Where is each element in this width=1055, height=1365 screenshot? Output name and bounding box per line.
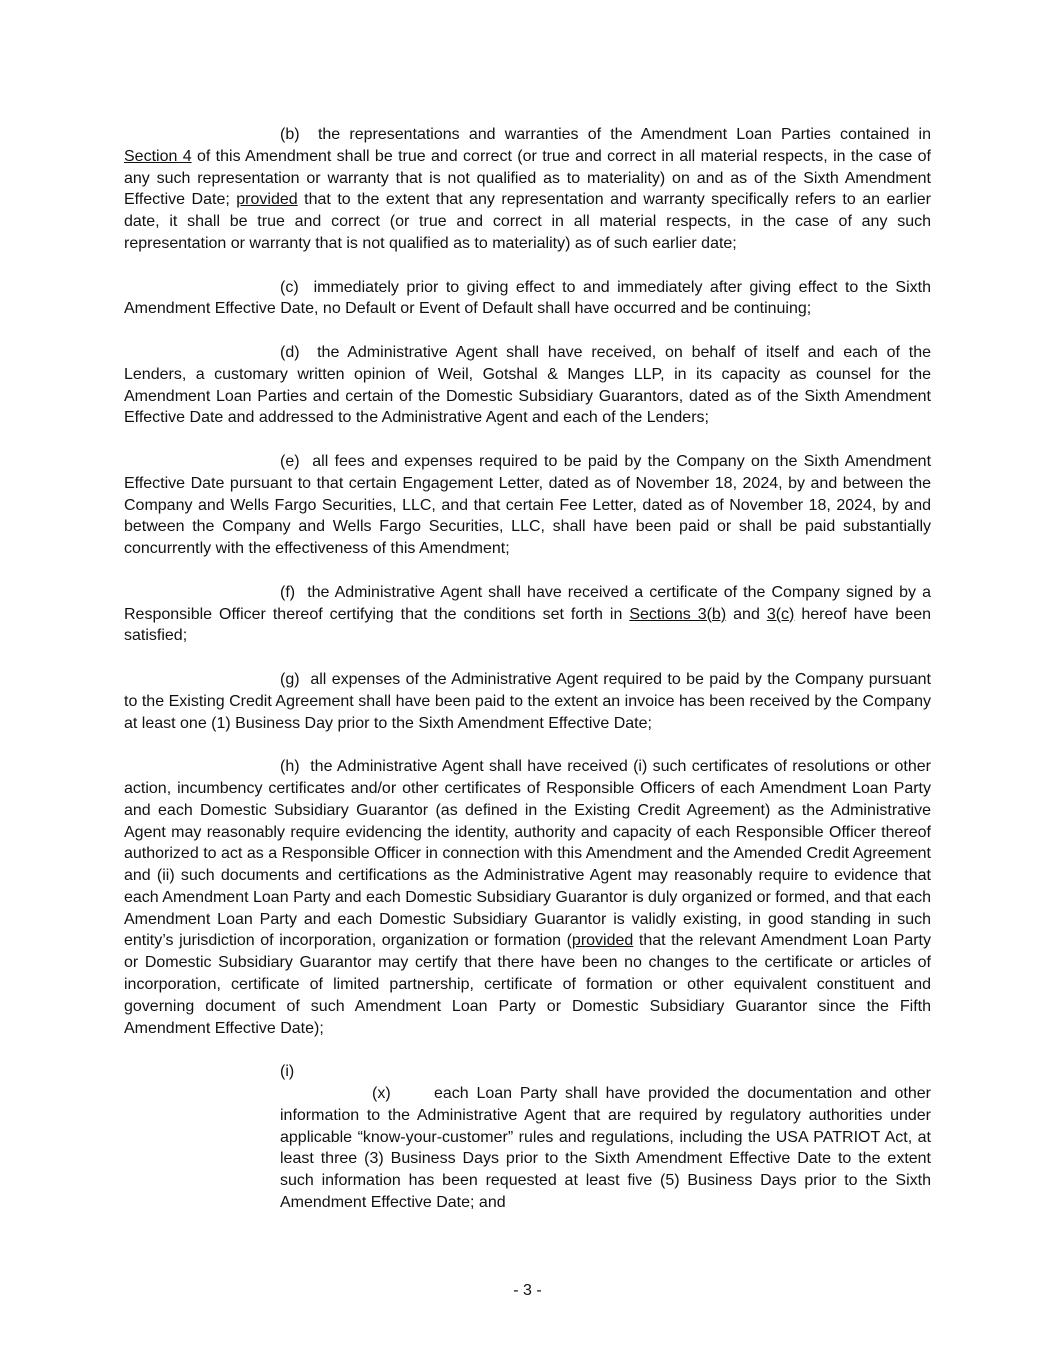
paragraph-b-text-1: the representations and warranties of the Amendment Loan Parties contained in: [317, 126, 932, 143]
paragraph-d: [124, 342, 931, 429]
paragraph-f-label: (f): [280, 583, 296, 601]
paragraph-g-label: (g): [280, 670, 300, 688]
paragraph-d-text: the Administrative Agent shall have received, on behalf of itself and each of the Lenders, a customary written opinion of Weil, Gotshal & Manges LLP, in its capacity as counsel for the Amendment Loan Parties and certain of the Domestic Subsidiary Guarantors, dated as of the Sixth Amendment Effective Date and addressed to the Administrative Agent and each of the Lenders;: [124, 343, 932, 427]
paragraph-f-text-1: the Administrative Agent shall have received a certificate of the Company signed by a Responsible Officer thereof certifying that the conditions set forth in: [124, 583, 931, 623]
section-4-reference: Section 4: [124, 147, 192, 165]
paragraph-i-x: [124, 1083, 931, 1214]
paragraph-h-label: (h): [280, 758, 300, 776]
paragraph-e: [124, 451, 931, 560]
sections-3b-reference: Sections 3(b): [629, 605, 727, 623]
paragraph-h-text-2: that the relevant Amendment Loan Party or Domestic Subsidiary Guarantor may certify that there have been no changes to the certificate or articles of incorporation, certificate of limited partnership, certificate of formation or other equivalent constituent and governing document of such Amendment Loan Party or Domestic Subsidiary Guarantor since the Fifth Amendment Effective Date);: [124, 932, 931, 1037]
paragraph-b-text-3: that to the extent that any representation and warranty specifically refers to an earlier date, it shall be true and correct (or true and correct in all material respects, in the case of any such representation or warranty that is not qualified as to materiality) as of such earlier date;: [124, 191, 931, 252]
paragraph-f: [124, 582, 931, 647]
page-number: - 3 -: [513, 1282, 542, 1299]
paragraph-g: [124, 669, 931, 734]
provided-term-h: provided: [571, 932, 634, 950]
paragraph-b: [124, 124, 931, 255]
paragraph-c-label: (c): [280, 278, 299, 296]
paragraph-c: [124, 277, 931, 321]
paragraph-i-x-text: each Loan Party shall have provided the documentation and other information to the Administrative Agent that are required by regulatory authorities under applicable “know-your-customer” rules and regulations, including the USA PATRIOT Act, at least three (3) Business Days prior to the Sixth Amendment Effective Date to the extent such information has been requested at least five (5) Business Days prior to the Sixth Amendment Effective Date; and: [280, 1085, 931, 1212]
paragraph-h-text-1: the Administrative Agent shall have received (i) such certificates of resolutions or other action, incumbency certificates and/or other certificates of Responsible Officers of each Amendment Loan Party and each Domestic Subsidiary Guarantor (as defined in the Existing Credit Agreement) as the Administrative Agent may reasonably require evidencing the identity, authority and capacity of each Responsible Officer thereof authorized to act as a Responsible Officer in connection with this Amendment and the Amended Credit Agreement and (ii) such documents and certifications as the Administrative Agent may reasonably require to evidence that each Amendment Loan Party and each Domestic Subsidiary Guarantor is duly organized or formed, and that each Amendment Loan Party and each Domestic Subsidiary Guarantor is validly existing, in good standing in such entity’s jurisdiction of incorporation, organization or formation (: [124, 758, 931, 950]
paragraph-c-text: immediately prior to giving effect to and immediately after giving effect to the Sixth Amendment Effective Date, no Default or Event of Default shall have occurred and be continuing;: [124, 278, 931, 318]
paragraph-f-text-2: hereof have been satisfied;: [124, 605, 931, 645]
section-3c-reference: 3(c): [766, 605, 795, 623]
paragraph-d-label: (d): [280, 343, 300, 361]
paragraph-b-label: (b): [280, 126, 300, 143]
paragraph-e-label: (e): [280, 452, 300, 470]
paragraph-g-text: all expenses of the Administrative Agent required to be paid by the Company pursuant to the Existing Credit Agreement shall have been paid to the extent an invoice has been received by the Company at least one (1) Business Day prior to the Sixth Amendment Effective Date;: [124, 670, 932, 732]
paragraph-i-label: (i): [280, 1063, 295, 1081]
paragraph-i-x-label: (x): [372, 1085, 391, 1103]
paragraph-f-and: and: [733, 605, 760, 623]
document-body: [124, 124, 931, 1214]
paragraph-b-text-2: of this Amendment shall be true and correct (or true and correct in all material respects, in the case of any such representation or warranty that is not qualified as to materiality) on and as of the Sixth Amendment Effective Date;: [124, 147, 931, 209]
provided-term: provided: [236, 191, 298, 209]
paragraph-h: [124, 756, 931, 1039]
paragraph-e-text: all fees and expenses required to be paid by the Company on the Sixth Amendment Effective Date pursuant to that certain Engagement Letter, dated as of November 18, 2024, by and between the Company and Wells Fargo Securities, LLC, and that certain Fee Letter, dated as of November 18, 2024, by and between the Company and Wells Fargo Securities, LLC, shall have been paid or shall be paid substantially concurrently with the effectiveness of this Amendment;: [124, 452, 932, 558]
paragraph-i-heading: [124, 1061, 931, 1083]
